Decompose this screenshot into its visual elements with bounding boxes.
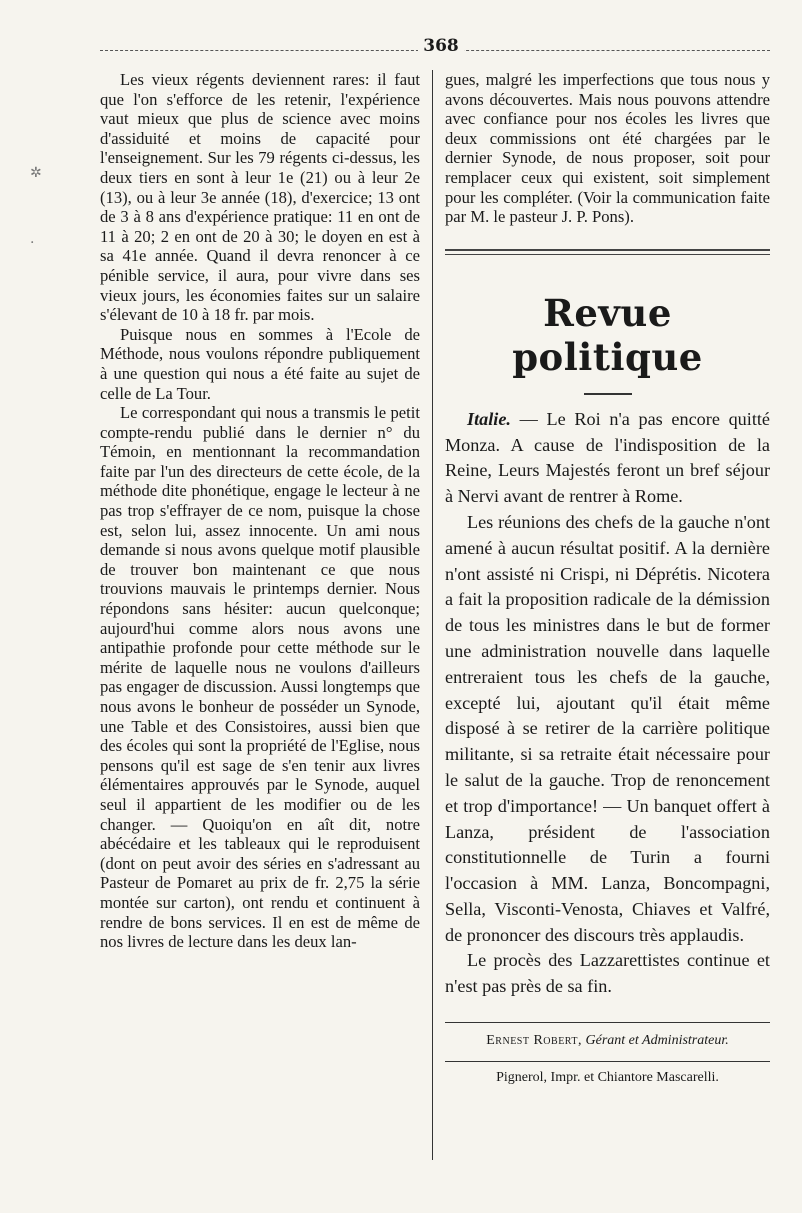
paragraph: Puisque nous en sommes à l'Ecole de Méthode, nous voulons répondre publiquement à une question qui nous a été faite au sujet de celle de La Tour. bbox=[100, 324, 420, 403]
news-paragraph bbox=[445, 407, 770, 510]
title-rule bbox=[584, 393, 632, 395]
paragraph: gues, malgré les imperfections que tous nous y avons découvertes. Mais nous pouvons attendre avec confiance pour nos écoles les livres que deux commissions ont été chargées par le dernier Synode, de nous proposer, soit pour remplacer ceux qui existent, soit simplement pour les compléter. (Voir la communication faite par M. le pasteur J. P. Pons). bbox=[445, 70, 770, 227]
news-lead: Italie. bbox=[467, 408, 511, 429]
paragraph: Le correspondant qui nous a transmis le petit compte-rendu publié dans le dernier n° du Témoin, en mentionnant la recommandation faite par l'un des directeurs de cette école, de la méthode dite phonétique, engage le lecteur à ne pas trop s'effrayer de ce nom, puisque la chose est, selon lui, assez innocente. Un ami nous demande si nous avons quelque motif plausible de trouver bon maintenant ce que nous trouvions mauvais le printemps dernier. Nous répondons sans hésiter: aucun quelconque; aujourd'hui comme alors nous avons une antipathie profonde pour cette méthode sur le mérite de laquelle nous ne voulons d'ailleurs pas engager de discussion. Aussi longtemps que nous avons le bonheur de posséder un Synode, une Table et des Consistoires, aussi bien que des écoles qui sont la propriété de l'Eglise, nous pensons qu'il est sage de s'en tenir aux livres élémentaires approuvés par le Synode, auquel seul il appartient de les modifier ou de les changer. — Quoiqu'on en aît dit, notre abécédaire et les tableaux qui le reproduisent (dont on peut avoir des séries en s'adressant au Pasteur de Pomaret au prix de fr. 2,75 la série montée sur carton), ont rendu et continuent à rendre de bons services. Il en est de même de nos livres de lecture dans les deux lan- bbox=[100, 403, 420, 952]
left-column bbox=[100, 70, 420, 952]
editor-line bbox=[445, 1033, 770, 1049]
footer-rule bbox=[445, 1022, 770, 1023]
section-rule bbox=[445, 249, 770, 255]
news-paragraph: Le procès des Lazzarettistes continue et n'est pas près de sa fin. bbox=[445, 950, 770, 997]
ink-spot: ✲ bbox=[30, 165, 42, 181]
editor-name: Ernest Robert, bbox=[486, 1033, 582, 1049]
news-text: — Le Roi n'a pas encore quitté Monza. A cause de l'indisposition de la Reine, Leurs Majestés feront un bref séjour à Nervi avant de rentrer à Rome. bbox=[445, 408, 770, 507]
editor-role: Gérant et Administrateur. bbox=[585, 1033, 729, 1049]
printer-line: Pignerol, Impr. et Chiantore Mascarelli. bbox=[496, 1070, 719, 1086]
ink-spot: · bbox=[30, 235, 35, 251]
news-section bbox=[445, 407, 770, 1000]
paragraph: Les vieux régents deviennent rares: il faut que l'on s'efforce de les retenir, l'expérience vaut mieux que plus de science avec moins d'assiduité et moins de capacité pour l'enseignement. Sur les 79 régents ci-dessus, les deux tiers en sont à leur 1e (21) ou à leur 2e (13), ou à leur 3e année (18), d'exercice; 13 ont de 3 à 8 ans d'expérience pratique: 11 en ont de 11 à 20; 2 en ont de 20 à 30; le doyen en est à sa 41e année. Quand il devra renoncer à ce pénible service, il aura, pour vivre dans ses vieux jours, les économies faites sur un salaire s'élevant de 10 à 18 fr. par mois. bbox=[100, 70, 420, 325]
page-number: 368 bbox=[418, 36, 464, 56]
right-column bbox=[445, 70, 770, 1086]
printer-rule bbox=[445, 1061, 770, 1062]
news-paragraph: Les réunions des chefs de la gauche n'ont amené à aucun résultat positif. A la dernière n'ont assisté ni Crispi, ni Déprétis. Nicotera a fait la proposition radicale de la démission de tous les ministres dans le but de former une administration nouvelle dans laquelle entreraient tous les chefs de la gauche, excepté lui, ajoutant qu'il était même disposé à se retirer de la carrière politique militante, si sa retraite était nécessaire pour le salut de la gauche. Trop de renoncement et trop d'importance! — Un banquet offert à Lanza, président de l'association constitutionnelle de Turin a fourni l'occasion à MM. Lanza, Boncompagni, Sella, Visconti-Venosta, Chiaves et Valfré, de prononcer des discours très applaudis. bbox=[445, 511, 770, 945]
section-title: Revue politique bbox=[512, 290, 703, 379]
page-header bbox=[100, 30, 770, 60]
column-divider bbox=[432, 70, 433, 1160]
